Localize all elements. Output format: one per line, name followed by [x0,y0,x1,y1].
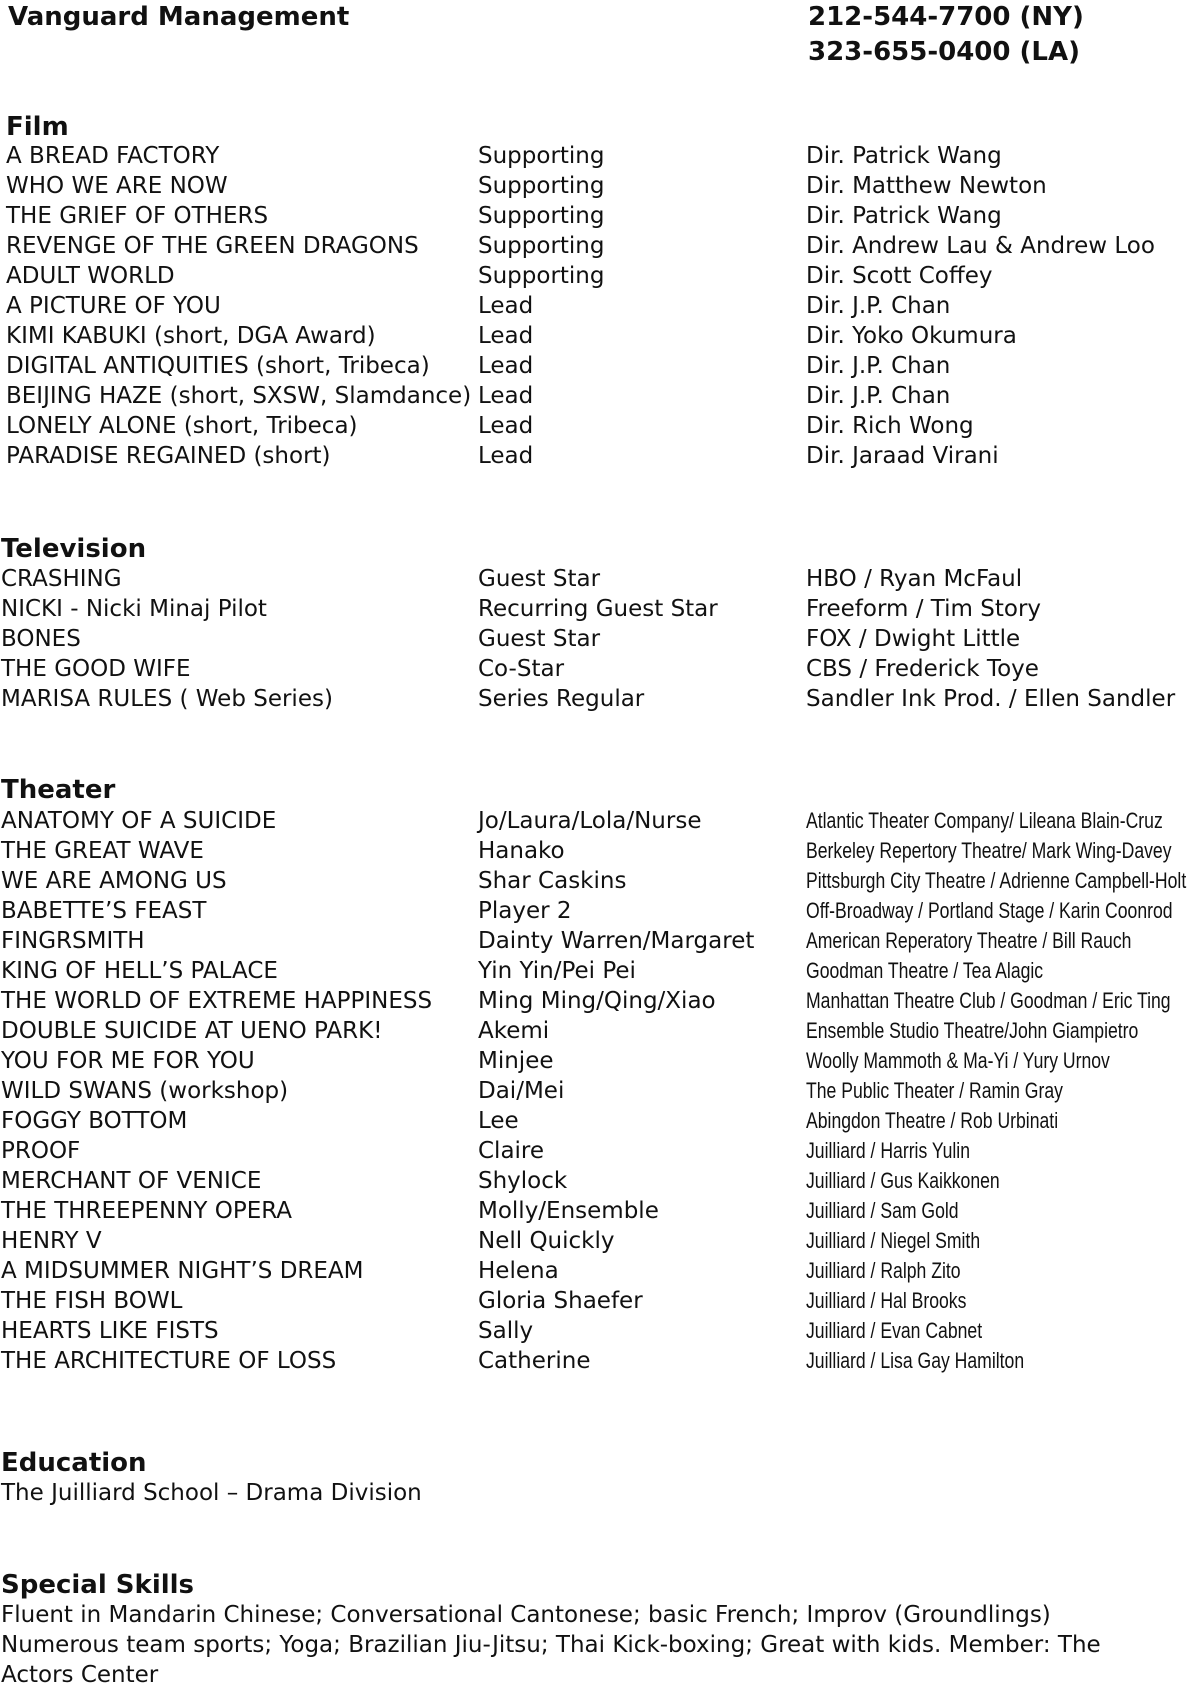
credit-title: A BREAD FACTORY [6,143,220,169]
credit-director: Manhattan Theatre Club / Goodman / Eric Ting [806,988,1171,1013]
phone-la: 323-655-0400 (LA) [808,37,1080,67]
credit-director: Off-Broadway / Portland Stage / Karin Coonrod [806,898,1173,923]
credit-role: Supporting [478,263,605,289]
credit-row [0,1076,1194,1106]
credit-title: THE WORLD OF EXTREME HAPPINESS [1,988,433,1014]
credit-role: Sally [478,1318,534,1344]
credit-title: HENRY V [1,1228,102,1254]
television-credits [0,564,1194,714]
credit-director: Abingdon Theatre / Rob Urbinati [806,1108,1059,1133]
credit-director: Atlantic Theater Company/ Lileana Blain-Cruz [806,808,1163,833]
credit-director: Dir. J.P. Chan [806,383,951,409]
credit-row [0,986,1194,1016]
credit-title: THE THREEPENNY OPERA [1,1198,293,1224]
education-text: The Juilliard School – Drama Division [1,1480,422,1506]
credit-title: KING OF HELL’S PALACE [1,958,278,984]
credit-row [0,1136,1194,1166]
credit-role: Claire [478,1138,545,1164]
credit-title: FINGRSMITH [1,928,145,954]
credit-director: Dir. Scott Coffey [806,263,993,289]
credit-director: Juilliard / Lisa Gay Hamilton [806,1348,1025,1373]
credit-director: FOX / Dwight Little [806,626,1021,652]
credit-title: BEIJING HAZE (short, SXSW, Slamdance) [6,383,472,409]
credit-title: BABETTE’S FEAST [1,898,207,924]
credit-director: Freeform / Tim Story [806,596,1042,622]
theater-section-title: Theater [1,775,116,805]
credit-director: Juilliard / Hal Brooks [806,1288,967,1313]
credit-row [0,956,1194,986]
credit-director: American Reperatory Theatre / Bill Rauch [806,928,1132,953]
credit-role: Dai/Mei [478,1078,565,1104]
credit-row [0,1316,1194,1346]
credit-row [0,1106,1194,1136]
credit-title: A MIDSUMMER NIGHT’S DREAM [1,1258,364,1284]
credit-title: HEARTS LIKE FISTS [1,1318,219,1344]
credit-title: DOUBLE SUICIDE AT UENO PARK! [1,1018,383,1044]
credit-title: A PICTURE OF YOU [6,293,221,319]
credit-director: Dir. Yoko Okumura [806,323,1017,349]
credit-row [0,836,1194,866]
credit-row [0,564,1194,594]
credit-role: Lead [478,353,534,379]
credit-role: Lead [478,413,534,439]
credit-row [0,654,1194,684]
credit-role: Hanako [478,838,565,864]
credit-role: Helena [478,1258,559,1284]
credit-title: MARISA RULES ( Web Series) [1,686,333,712]
credit-row [0,624,1194,654]
credit-role: Lee [478,1108,519,1134]
phone-ny: 212-544-7700 (NY) [808,2,1084,32]
credit-role: Nell Quickly [478,1228,615,1254]
credit-title: BONES [1,626,81,652]
credit-title: NICKI - Nicki Minaj Pilot [1,596,267,622]
education-section-title: Education [1,1448,147,1478]
credit-title: ANATOMY OF A SUICIDE [1,808,277,834]
credit-director: Juilliard / Niegel Smith [806,1228,981,1253]
agency-name: Vanguard Management [8,2,350,32]
credit-role: Supporting [478,143,605,169]
credit-row [0,351,1194,381]
credit-row [0,896,1194,926]
phone-numbers [808,0,1084,70]
credit-role: Gloria Shaefer [478,1288,643,1314]
credit-row [0,201,1194,231]
credit-role: Supporting [478,203,605,229]
credit-role: Supporting [478,233,605,259]
credit-title: THE GRIEF OF OTHERS [6,203,269,229]
credit-director: Juilliard / Gus Kaikkonen [806,1168,1000,1193]
credit-director: Dir. Patrick Wang [806,143,1002,169]
credit-title: CRASHING [1,566,122,592]
credit-row [0,1226,1194,1256]
credit-role: Player 2 [478,898,572,924]
credit-row [0,1166,1194,1196]
credit-role: Co-Star [478,656,565,682]
credit-director: Dir. Rich Wong [806,413,974,439]
credit-director: Juilliard / Harris Yulin [806,1138,971,1163]
credit-role: Lead [478,383,534,409]
credit-title: YOU FOR ME FOR YOU [1,1048,255,1074]
credit-role: Yin Yin/Pei Pei [478,958,636,984]
credit-row [0,1256,1194,1286]
credit-title: THE GOOD WIFE [1,656,191,682]
credit-row [0,381,1194,411]
credit-director: The Public Theater / Ramin Gray [806,1078,1063,1103]
credit-title: THE ARCHITECTURE OF LOSS [1,1348,337,1374]
credit-director: Goodman Theatre / Tea Alagic [806,958,1044,983]
credit-role: Minjee [478,1048,554,1074]
credit-row [0,866,1194,896]
credit-director: Dir. Jaraad Virani [806,443,999,469]
credit-row [0,441,1194,471]
film-section-title: Film [6,112,69,142]
credit-director: HBO / Ryan McFaul [806,566,1023,592]
credit-row [0,231,1194,261]
credit-row [0,411,1194,441]
credit-role: Lead [478,323,534,349]
credit-row [0,141,1194,171]
credit-role: Dainty Warren/Margaret [478,928,755,954]
credit-title: DIGITAL ANTIQUITIES (short, Tribeca) [6,353,430,379]
credit-role: Shylock [478,1168,568,1194]
credit-row [0,806,1194,836]
credit-director: Dir. Andrew Lau & Andrew Loo [806,233,1155,259]
film-credits [0,141,1194,471]
credit-role: Catherine [478,1348,591,1374]
credit-row [0,684,1194,714]
credit-row [0,171,1194,201]
credit-role: Series Regular [478,686,645,712]
credit-director: Berkeley Repertory Theatre/ Mark Wing-Davey [806,838,1172,863]
credit-role: Guest Star [478,566,601,592]
credit-row [0,594,1194,624]
credit-director: Dir. J.P. Chan [806,293,951,319]
credit-role: Molly/Ensemble [478,1198,659,1224]
credit-role: Lead [478,293,534,319]
theater-credits [0,806,1194,1376]
credit-director: Dir. Patrick Wang [806,203,1002,229]
credit-title: THE FISH BOWL [1,1288,183,1314]
credit-director: Juilliard / Ralph Zito [806,1258,961,1283]
credit-row [0,261,1194,291]
skills-section-title: Special Skills [1,1570,195,1600]
credit-row [0,291,1194,321]
credit-role: Ming Ming/Qing/Xiao [478,988,716,1014]
credit-role: Jo/Laura/Lola/Nurse [478,808,702,834]
credit-title: FOGGY BOTTOM [1,1108,188,1134]
credit-title: ADULT WORLD [6,263,175,289]
credit-row [0,926,1194,956]
credit-row [0,1016,1194,1046]
credit-role: Lead [478,443,534,469]
credit-role: Recurring Guest Star [478,596,718,622]
credit-title: WHO WE ARE NOW [6,173,228,199]
credit-title: PROOF [1,1138,81,1164]
television-section-title: Television [1,534,147,564]
credit-role: Akemi [478,1018,550,1044]
credit-director: Juilliard / Evan Cabnet [806,1318,983,1343]
credit-title: WE ARE AMONG US [1,868,227,894]
credit-role: Guest Star [478,626,601,652]
credit-title: MERCHANT OF VENICE [1,1168,262,1194]
credit-title: LONELY ALONE (short, Tribeca) [6,413,358,439]
credit-row [0,1346,1194,1376]
credit-title: THE GREAT WAVE [1,838,204,864]
credit-role: Supporting [478,173,605,199]
credit-title: KIMI KABUKI (short, DGA Award) [6,323,376,349]
credit-title: REVENGE OF THE GREEN DRAGONS [6,233,419,259]
credit-row [0,1196,1194,1226]
credit-title: WILD SWANS (workshop) [1,1078,289,1104]
credit-title: PARADISE REGAINED (short) [6,443,331,469]
credit-role: Shar Caskins [478,868,627,894]
credit-director: Juilliard / Sam Gold [806,1198,959,1223]
credit-row [0,321,1194,351]
credit-director: Dir. J.P. Chan [806,353,951,379]
credit-director: Dir. Matthew Newton [806,173,1047,199]
credit-director: Ensemble Studio Theatre/John Giampietro [806,1018,1139,1043]
credit-director: Pittsburgh City Theatre / Adrienne Campbell-Holt [806,868,1187,893]
credit-row [0,1286,1194,1316]
credit-director: CBS / Frederick Toye [806,656,1039,682]
credit-director: Sandler Ink Prod. / Ellen Sandler [806,686,1176,712]
skills-text: Fluent in Mandarin Chinese; Conversational Cantonese; basic French; Improv (Groundlings) Numerous team sports; Yoga; Brazilian Jiu-Jitsu; Thai Kick-boxing; Great with kids. Member: The Actors Center [1,1602,1101,1688]
credit-row [0,1046,1194,1076]
credit-director: Woolly Mammoth & Ma-Yi / Yury Urnov [806,1048,1110,1073]
